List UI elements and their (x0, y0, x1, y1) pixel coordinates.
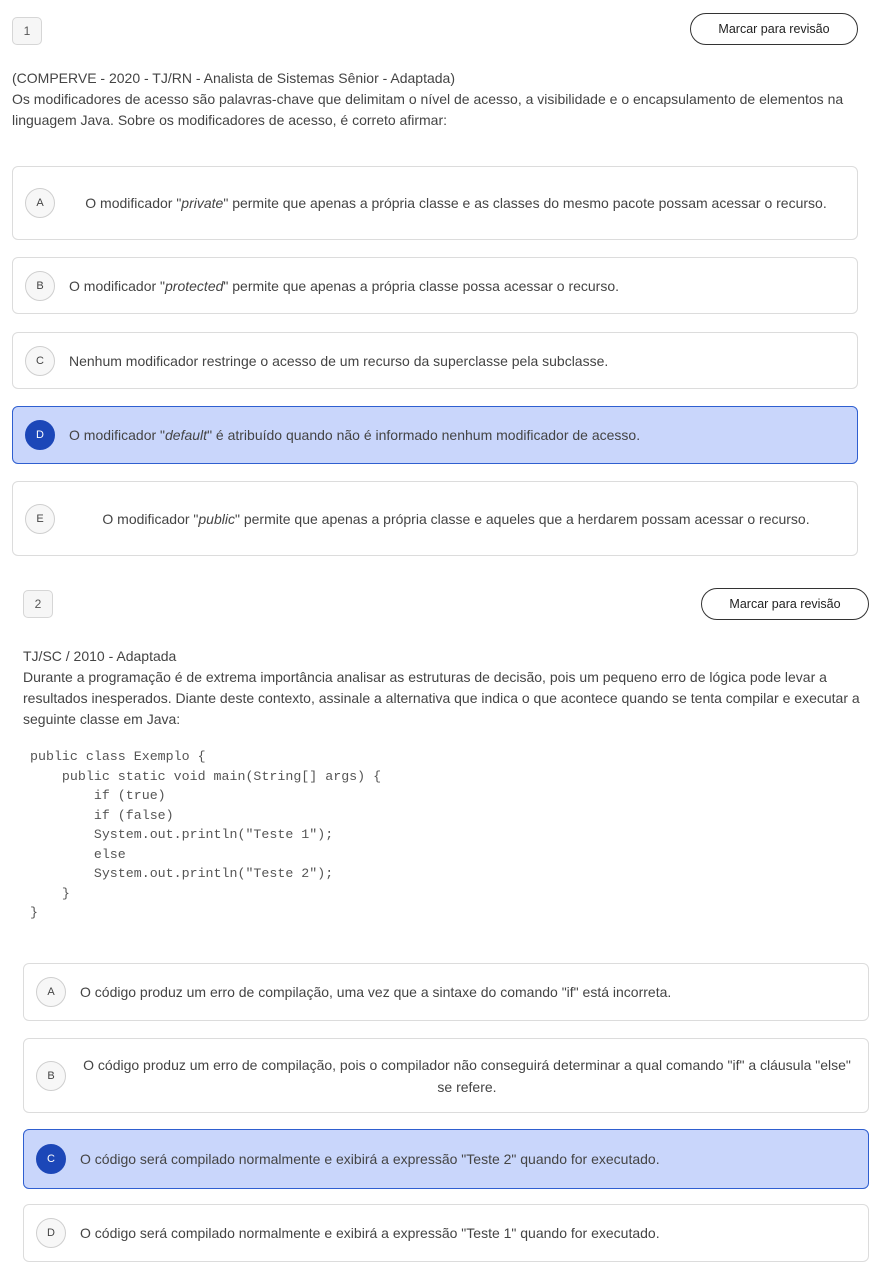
mark-for-review-button[interactable]: Marcar para revisão (701, 588, 869, 620)
question-statement: Os modificadores de acesso são palavras-chave que delimitam o nível de acesso, a visibilidade e o encapsulamento de elementos na linguagem Java. Sobre os modificadores de acesso, é correto afirmar: (12, 91, 844, 128)
option-text: O código produz um erro de compilação, pois o compilador não conseguirá determinar a qual comando "if" a cláusula "else" se refere. (83, 1056, 851, 1095)
question-statement: Durante a programação é de extrema importância analisar as estruturas de decisão, pois um pequeno erro de lógica pode levar a resultados inesperados. Diante deste contexto, assinale a alternativa que indica o que acontece quando se tenta compilar e executar a seguinte classe em Java: (23, 669, 860, 727)
option-c[interactable] (12, 332, 858, 389)
option-d-selected[interactable] (12, 406, 858, 464)
option-letter: B (36, 1061, 66, 1091)
option-text: O modificador "private" permite que apenas a própria classe e as classes do mesmo pacote possam acessar o recurso. (85, 195, 827, 211)
question-text (23, 646, 863, 730)
option-text: O modificador "protected" permite que apenas a própria classe possa acessar o recurso. (69, 277, 620, 294)
option-letter: A (25, 188, 55, 218)
option-letter: C (25, 346, 55, 376)
option-text: O modificador "default" é atribuído quando não é informado nenhum modificador de acesso. (69, 427, 641, 443)
option-letter: B (25, 271, 55, 301)
option-letter: D (36, 1218, 66, 1248)
option-b[interactable] (12, 257, 858, 314)
option-e[interactable] (12, 481, 858, 556)
option-text: O código será compilado normalmente e exibirá a expressão "Teste 1" quando for executado. (80, 1225, 660, 1241)
option-letter: C (36, 1144, 66, 1174)
mark-for-review-button[interactable]: Marcar para revisão (690, 13, 858, 45)
question-text (12, 68, 862, 131)
question-source: TJ/SC / 2010 - Adaptada (23, 648, 177, 664)
question-number-badge: 2 (23, 590, 53, 618)
question-source: (COMPERVE - 2020 - TJ/RN - Analista de Sistemas Sênior - Adaptada) (12, 70, 456, 86)
option-text: O código produz um erro de compilação, uma vez que a sintaxe do comando "if" está incorreta. (80, 984, 672, 1000)
option-a[interactable] (12, 166, 858, 240)
option-text: O código será compilado normalmente e exibirá a expressão "Teste 2" quando for executado. (80, 1151, 660, 1167)
code-block: public class Exemplo { public static void main(String[] args) { if (true) if (false) System.out.println("Teste 1"); else System.out.println("Teste 2"); } } (30, 749, 382, 920)
question-number-badge: 1 (12, 17, 42, 45)
option-text: Nenhum modificador restringe o acesso de um recurso da superclasse pela subclasse. (69, 352, 609, 369)
option-letter: E (25, 504, 55, 534)
option-letter: D (25, 420, 55, 450)
option-letter: A (36, 977, 66, 1007)
option-d[interactable] (23, 1204, 869, 1262)
option-a[interactable] (23, 963, 869, 1021)
option-text: O modificador "public" permite que apenas a própria classe e aqueles que a herdarem possam acessar o recurso. (102, 510, 810, 527)
option-c-selected[interactable] (23, 1129, 869, 1189)
option-b[interactable] (23, 1038, 869, 1113)
